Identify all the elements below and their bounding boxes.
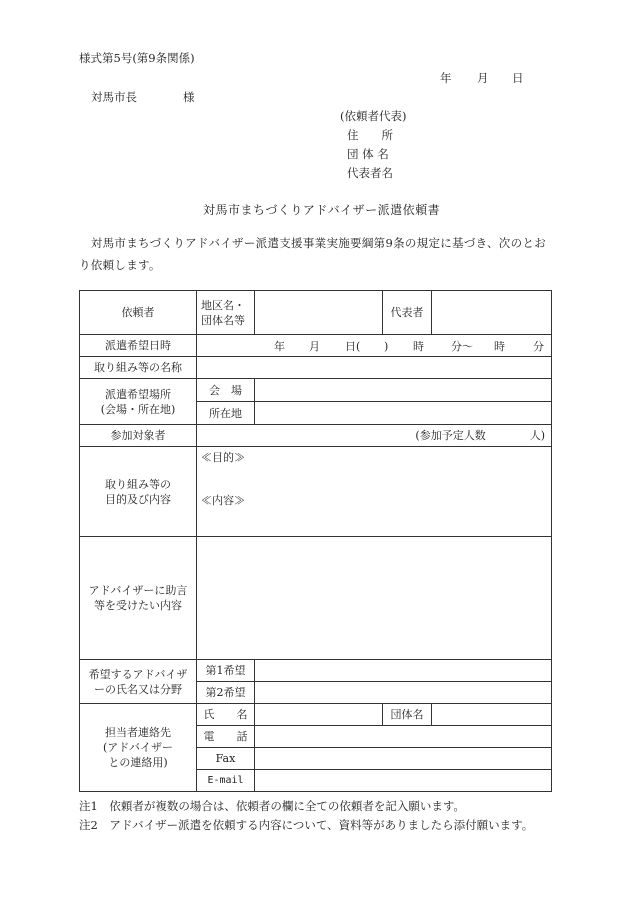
contact-group-field[interactable] xyxy=(432,704,552,726)
request-form-table xyxy=(79,290,552,792)
purpose-label: 取り組み等の 目的及び内容 xyxy=(80,447,197,537)
fax-field[interactable] xyxy=(255,748,552,770)
contact-group-label: 団体名 xyxy=(383,704,432,726)
location-field[interactable] xyxy=(255,402,552,425)
requester-label: 依頼者 xyxy=(80,291,197,335)
choice2-label: 第2希望 xyxy=(197,682,255,704)
venue-sub-label: 会 場 xyxy=(197,379,255,402)
dt-min-to: 分〜 xyxy=(451,339,473,353)
group-name-label: 団 体 名 xyxy=(347,147,389,161)
row-activity-name xyxy=(80,357,552,379)
row-choice1 xyxy=(80,660,552,682)
activity-name-field[interactable] xyxy=(197,357,552,379)
row-requester xyxy=(80,291,552,335)
dt-hour: 時 xyxy=(413,339,424,353)
dispatch-datetime-label: 派遣希望日時 xyxy=(80,335,197,357)
requester-heading: (依頼者代表) xyxy=(340,109,407,123)
form-number: 様式第5号(第9条関係) xyxy=(79,51,195,65)
area-group-field[interactable] xyxy=(255,291,383,335)
row-contact-name xyxy=(80,704,552,726)
body-paragraph: 対馬市まちづくりアドバイザー派遣支援事業実施要綱第9条の規定に基づき、次のとおり依頼します。 xyxy=(79,236,547,272)
contact-label: 担当者連絡先 (アドバイザー との連絡用) xyxy=(80,704,197,792)
document-title: 対馬市まちづくりアドバイザー派遣依頼書 xyxy=(203,203,441,217)
choice1-field[interactable] xyxy=(255,660,552,682)
note-1: 注1 依頼者が複数の場合は、依頼者の欄に全ての依頼者を記入願います。 xyxy=(79,799,465,813)
representative-label: 代表者 xyxy=(383,291,432,335)
venue-label: 派遣希望場所 (会場・所在地) xyxy=(80,379,197,425)
row-dispatch-datetime xyxy=(80,335,552,357)
dt-hour2: 時 xyxy=(494,339,505,353)
address-label: 住 所 xyxy=(347,128,393,142)
date-day-label: 日 xyxy=(512,71,524,85)
location-sub-label: 所在地 xyxy=(197,402,255,425)
content-mark: ≪内容≫ xyxy=(201,493,245,507)
choice1-label: 第1希望 xyxy=(197,660,255,682)
desired-adviser-label: 希望するアドバイザ ーの氏名又は分野 xyxy=(80,660,197,704)
dt-year: 年 xyxy=(274,339,285,353)
note-2: 注2 アドバイザー派遣を依頼する内容について、資料等がありましたら添付願います。 xyxy=(79,818,534,832)
dispatch-datetime-field[interactable] xyxy=(197,335,552,357)
planned-count[interactable]: (参加予定人数 人) xyxy=(197,425,552,447)
dt-month: 月 xyxy=(309,339,320,353)
purpose-field[interactable] xyxy=(197,447,552,537)
purpose-mark: ≪目的≫ xyxy=(201,450,245,464)
participants-label: 参加対象者 xyxy=(80,425,197,447)
row-venue xyxy=(80,379,552,402)
date-year-label: 年 xyxy=(440,71,452,85)
dt-paren: ) xyxy=(384,339,389,353)
row-purpose xyxy=(80,447,552,537)
phone-field[interactable] xyxy=(255,726,552,748)
area-group-label: 地区名・ 団体名等 xyxy=(197,291,255,335)
fax-label: Fax xyxy=(197,748,255,770)
email-label: E-mail xyxy=(197,770,255,792)
dt-min: 分 xyxy=(533,339,544,353)
email-field[interactable] xyxy=(255,770,552,792)
row-participants xyxy=(80,425,552,447)
advice-field[interactable] xyxy=(197,537,552,660)
phone-label: 電 話 xyxy=(197,726,255,748)
representative-name-label: 代表者名 xyxy=(347,166,393,180)
addressee-suffix: 様 xyxy=(183,90,195,104)
dt-day: 日( xyxy=(345,339,361,353)
choice2-field[interactable] xyxy=(255,682,552,704)
venue-field[interactable] xyxy=(255,379,552,402)
date-month-label: 月 xyxy=(477,71,489,85)
contact-name-label: 氏 名 xyxy=(197,704,255,726)
row-advice xyxy=(80,537,552,660)
activity-name-label: 取り組み等の名称 xyxy=(80,357,197,379)
addressee: 対馬市長 xyxy=(91,90,137,104)
advice-label: アドバイザーに助言 等を受けたい内容 xyxy=(80,537,197,660)
contact-name-field[interactable] xyxy=(255,704,383,726)
representative-field[interactable] xyxy=(432,291,552,335)
